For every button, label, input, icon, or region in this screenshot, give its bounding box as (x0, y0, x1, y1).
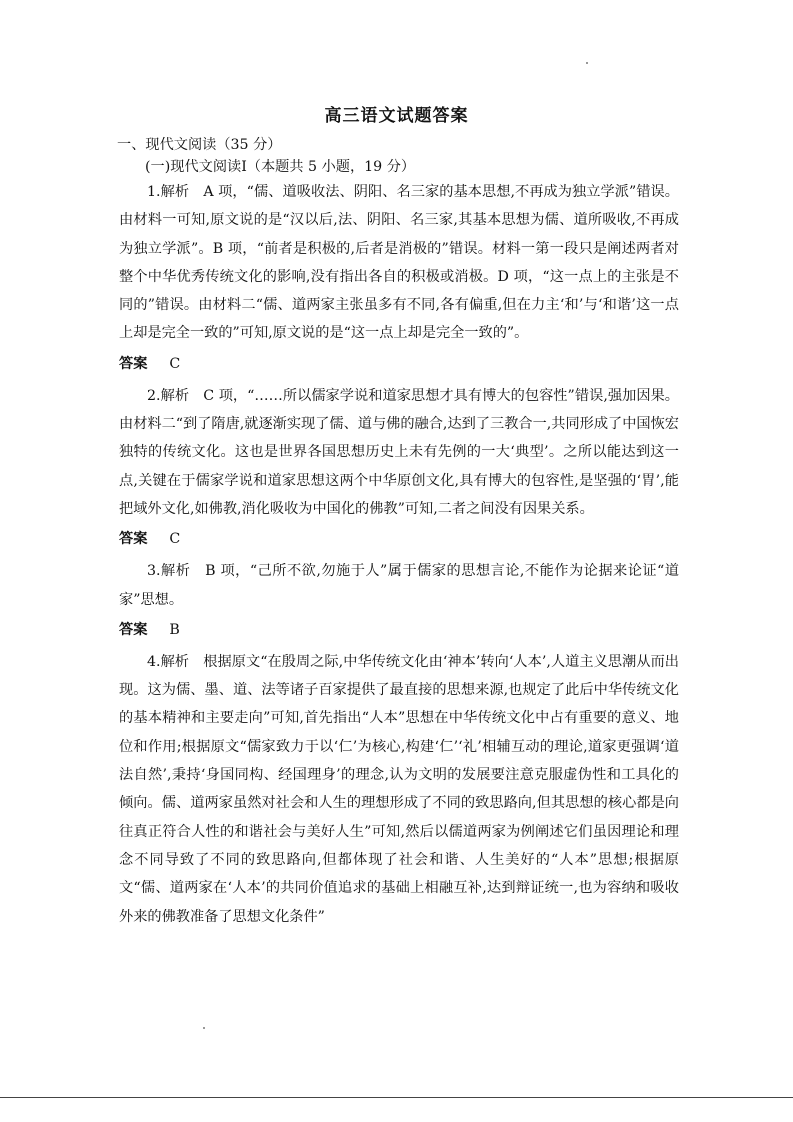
answer-label: 答案 (119, 531, 148, 548)
answer-label: 答案 (119, 621, 148, 638)
answer-content (119, 134, 679, 931)
analysis-4: 4.解析 根据原文“在殷周之际,中华传统文化由‘神本’转向‘人本’,人道主义思潮从而出现。这为儒、墨、道、法等诸子百家提供了最直接的思想来源,也规定了此后中华传统文化的基本精神和主要走向”可知,首先指出“人本”思想在中华传统文化中占有重要的意义、地位和作用;根据原文“儒家致力于以‘仁’为核心,构建‘仁’‘礼’相辅互动的理论,道家更强调‘道法自然’,秉持‘身国同构、经国理身’的理念,认为文明的发展要注意克服虚伪性和工具化的倾向。儒、道两家虽然对社会和人生的理想形成了不同的致思路向,但其思想的核心都是向往真正符合人性的和谐社会与美好人生”可知,然后以儒道两家为例阐述它们虽因理论和理念不同导致了不同的致思路向,但都体现了社会和谐、人生美好的“人本”思想;根据原文“儒、道两家在‘人本’的共同价值追求的基础上相融互补,达到辩证统一,也为容纳和吸收外来的佛教准备了思想文化条件” (119, 653, 679, 925)
answer-value: C (169, 355, 181, 372)
answer-label: 答案 (119, 355, 148, 372)
scan-speck (586, 62, 588, 64)
analysis-3: 3.解析 B 项，“己所不欲,勿施于人”属于儒家的思想言论,不能作为论据来论证“道家”思想。 (119, 563, 679, 608)
answer-1 (119, 350, 679, 378)
analysis-2: 2.解析 C 项，“……所以儒家学说和道家思想才具有博大的包容性”错误,强加因果。由材料二“到了隋唐,就逐渐实现了儒、道与佛的融合,达到了三教合一,共同形成了中国恢宏独特的传统文化。这也是世界各国思想历史上未有先例的一大‘典型’。之所以能达到这一点,关键在于儒家学说和道家思想这两个中华原创文化,具有博大的包容性,是坚强的‘胃’,能把域外文化,如佛教,消化吸收为中国化的佛教”可知,二者之间没有因果关系。 (119, 387, 679, 517)
section-heading: 一、现代文阅读（35 分） (117, 137, 282, 153)
answer-3 (119, 616, 679, 644)
subsection-heading: (一)现代文阅读Ⅰ（本题共 5 小题，19 分） (145, 159, 416, 175)
page-title: 高三语文试题答案 (324, 106, 469, 126)
analysis-1: 1.解析 A 项，“儒、道吸收法、阴阳、名三家的基本思想,不再成为独立学派”错误。由材料一可知,原文说的是“汉以后,法、阴阳、名三家,其基本思想为儒、道所吸收,不再成为独立学派”。B 项，“前者是积极的,后者是消极的”错误。材料一第一段只是阐述两者对整个中华优秀传统文化的影响,没有指出各自的积极或消极。D 项，“这一点上的主张是不同的”错误。由材料二“儒、道两家主张虽多有不同,各有偏重,但在力主‘和’与‘和谐’这一点上却是完全一致的”可知,原文说的是“这一点上却是完全一致的”。 (119, 184, 679, 342)
page-bottom-rule (0, 1097, 793, 1098)
answer-2 (119, 525, 679, 553)
answer-value: C (169, 531, 181, 548)
scan-speck (203, 1027, 205, 1029)
answer-value: B (169, 621, 180, 638)
